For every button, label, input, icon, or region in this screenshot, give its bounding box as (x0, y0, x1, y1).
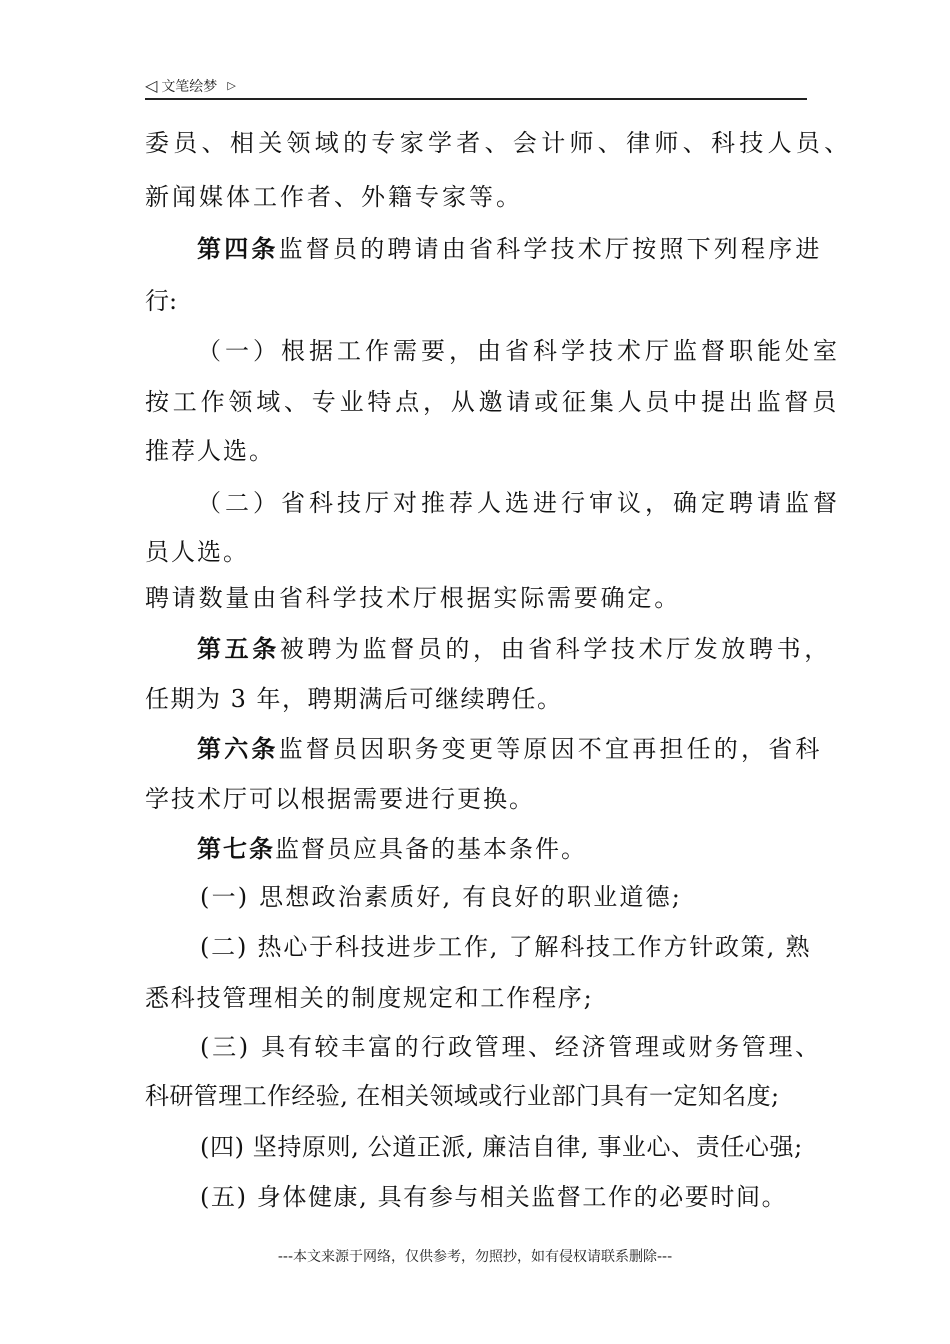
text-line: 悉科技管理相关的制度规定和工作程序; (145, 984, 594, 1012)
article-7 (197, 834, 587, 864)
article-text: 被聘为监督员的，由省科学技术厅发放聘书， (279, 635, 832, 663)
text-line: 聘请数量由省科学技术厅根据实际需要确定。 (145, 584, 681, 612)
brand-label: 文笔绘梦 (161, 79, 218, 95)
text-line: （二）省科技厅对推荐人选进行审议，确定聘请监督 (197, 489, 841, 517)
text-line: 行: (145, 287, 178, 315)
condition-5: (五) 身体健康, 具有参与相关监督工作的必要时间。 (200, 1183, 788, 1211)
text-line: 推荐人选。 (145, 437, 275, 465)
article-title: 第四条 (197, 234, 279, 263)
header-brand (145, 76, 236, 96)
page-footer: ---本文来源于网络，仅供参考，勿照抄，如有侵权请联系删除--- (277, 1249, 673, 1265)
left-triangle-icon: ◁ (145, 76, 158, 95)
page-header (145, 72, 807, 100)
article-text: 监督员因职务变更等原因不宜再担任的，省科 (278, 735, 823, 763)
condition-2: (二) 热心于科技进步工作, 了解科技工作方针政策, 熟 (200, 933, 812, 961)
text-line: 科研管理工作经验, 在相关领域或行业部门具有一定知名度; (145, 1082, 780, 1110)
text-line: 委员、相关领域的专家学者、会计师、律师、科技人员、 (145, 129, 853, 157)
article-title: 第七条 (197, 834, 275, 863)
right-triangle-icon: ▷ (227, 79, 236, 92)
condition-4: (四) 坚持原则, 公道正派, 廉洁自律, 事业心、责任心强; (200, 1133, 803, 1161)
text-line: 按工作领域、专业特点，从邀请或征集人员中提出监督员 (145, 388, 840, 416)
article-text: 监督员应具备的基本条件。 (275, 835, 587, 863)
condition-3: (三) 具有较丰富的行政管理、经济管理或财务管理、 (200, 1033, 822, 1061)
text-line: 学技术厅可以根据需要进行更换。 (145, 785, 535, 813)
article-text: 监督员的聘请由省科学技术厅按照下列程序进 (278, 235, 823, 263)
condition-1: (一) 思想政治素质好, 有良好的职业道德; (200, 883, 683, 911)
text-line: 任期为 3 年，聘期满后可继续聘任。 (145, 685, 563, 713)
text-line: 新闻媒体工作者、外籍专家等。 (145, 183, 523, 211)
article-6 (197, 734, 823, 764)
article-title: 第五条 (197, 634, 280, 663)
text-line: （一）根据工作需要，由省科学技术厅监督职能处室 (197, 337, 841, 365)
article-4 (197, 234, 823, 264)
article-5 (197, 634, 832, 664)
article-title: 第六条 (197, 734, 279, 763)
text-line: 员人选。 (145, 538, 249, 566)
